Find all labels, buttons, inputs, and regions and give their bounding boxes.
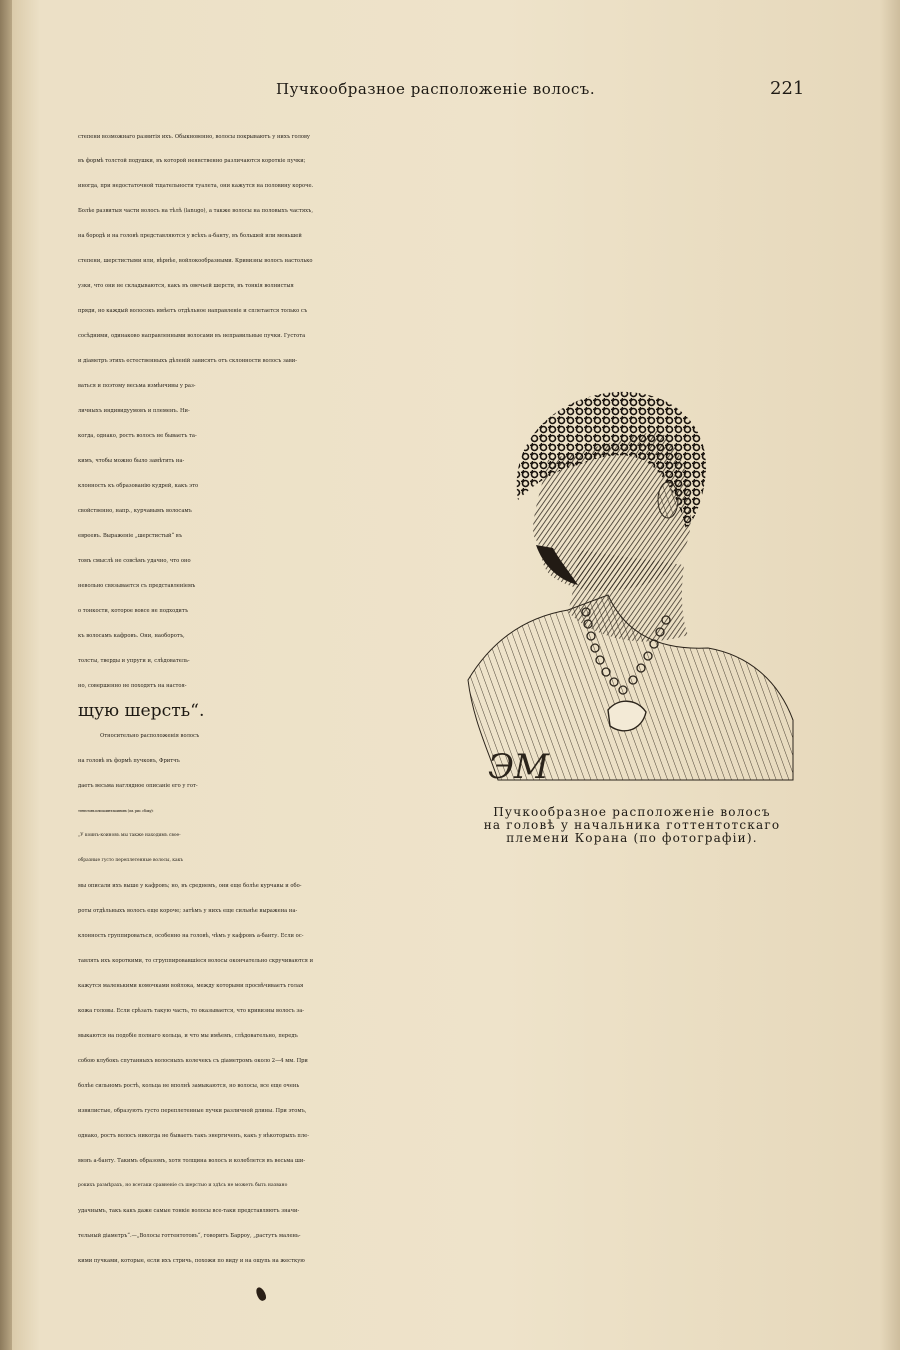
text-line: когда, однако, ростъ волосъ не бываетъ та- xyxy=(78,433,197,439)
text-line: тельный діаметръ“.—„Волосы готтентотовъ“, говоритъ Барроу, „растутъ малень- xyxy=(78,1233,301,1239)
text-line: сосѣдними, одинаково направленными волосами въ неправильные пучки. Густота xyxy=(78,333,306,339)
text-line: кажутся маленькими комочками войлока, между которыми просвѣчиваетъ голая xyxy=(78,983,304,989)
text-line: болѣе сильномъ ростѣ, кольца не вполнѣ замыкаются, но волосы, все еще очень xyxy=(78,1083,300,1089)
text-line: менъ а-банту. Такимъ образомъ, хотя толщина волосъ и колеблется въ весьма ши- xyxy=(78,1158,306,1164)
running-head: Пучкообразное расположеніе волосъ. xyxy=(276,80,596,98)
portrait-engraving xyxy=(458,380,798,805)
text-line: на головѣ въ формѣ пучковъ, Фритчъ xyxy=(78,758,180,764)
text-line: къ волосамъ кафровъ. Они, наоборотъ, xyxy=(78,633,185,639)
text-line: однако, ростъ волосъ никогда не бываетъ такъ энергиченъ, какъ у нѣкоторыхъ пле- xyxy=(78,1133,309,1139)
text-line: собою клубокъ спутанныхъ волосныхъ колечекъ съ діаметромъ около 2—4 мм. При xyxy=(78,1058,308,1064)
text-line: евреевъ. Выраженіе „шерстистый“ въ xyxy=(78,533,183,539)
caption-line: Пучкообразное расположеніе волосъ xyxy=(493,805,771,819)
text-line: роты отдѣльныхъ волосъ еще короче; затѣмъ у нихъ еще сильнѣе выражена на- xyxy=(78,908,298,914)
text-line: кимъ, чтобы можно было замѣтить на- xyxy=(78,458,185,464)
text-line: степени возможнаго развитія ихъ. Обыкновенно, волосы покрываютъ у нихъ голову xyxy=(78,134,310,140)
text-line: мыкаются на подобіе полнаго кольца, и что мы имѣемъ, слѣдовательно, передъ xyxy=(78,1033,298,1039)
text-line: тавлять ихъ короткими, то сгруппировавшіеся волосы окончательно скручиваются и xyxy=(78,958,314,964)
text-line: щую шерсть“. xyxy=(78,701,205,721)
text-line: ваться и поэтому весьма измѣнчивы у раз- xyxy=(78,383,196,389)
text-line: кими пучками, которые, если ихъ стричь, похожи по виду и на ощупь на жесткую xyxy=(78,1258,305,1264)
figure-caption xyxy=(462,806,802,845)
engraving-figure xyxy=(458,380,798,805)
text-line: образные густо переплетенные волосы, какъ xyxy=(78,858,184,863)
text-line: степени, шерстистыми или, вѣрнѣе, войлокообразными. Кривизны волосъ настолько xyxy=(78,258,313,264)
text-line: но, совершенно не походятъ на настоя- xyxy=(78,683,187,689)
caption-line: племени Корана (по фотографіи). xyxy=(506,831,758,845)
text-line: толсты, тверды и упруги и, слѣдователь- xyxy=(78,658,190,664)
page-binding-edge xyxy=(0,0,12,1350)
text-line: рокихъ размѣрахъ, но всетаки сравненіе съ шерстью и здѣсь не можетъ быть названо xyxy=(78,1183,288,1188)
text-line: клонность къ образованію кудрей, какъ это xyxy=(78,483,199,489)
engraver-monogram: ЭМ xyxy=(488,747,549,787)
text-line: въ формѣ толстой подушки, въ которой неявственно различаются короткіе пучки; xyxy=(78,158,306,164)
ink-blot xyxy=(254,1286,267,1302)
text-line: Относительно расположенія волосъ xyxy=(100,733,200,739)
text-line: клонность группироваться, особенно на головѣ, чѣмъ у кафровъ а-банту. Если ос- xyxy=(78,933,304,939)
text-line: невольно связывается съ представленіемъ xyxy=(78,583,196,589)
text-line: удачнымъ, такъ какъ даже самые тонкіе волосы все-таки представляютъ значи- xyxy=(78,1208,300,1214)
text-line: на бородѣ и на головѣ представляются у всѣхъ а-банту, въ большей или меньшей xyxy=(78,233,302,239)
text-line: Болѣе развитыя части волосъ на тѣлѣ (lanugo), а также волосы на половыхъ частяхъ, xyxy=(78,208,313,214)
text-line: узки, что они не складываются, какъ въ овечьей шерсти, въ тонкія волнистыя xyxy=(78,283,294,289)
text-line: личныхъ индивидуумовъ и племенъ. Ни- xyxy=(78,408,190,414)
text-line: кожа головы. Если срѣзать такую часть, то оказывается, что кривизны волосъ за- xyxy=(78,1008,305,1014)
text-line: иногда, при недостаточной тщательности туалета, они кажутся на половину короче. xyxy=(78,183,314,189)
text-line: „У коинъ-коиновъ мы также находимъ свое- xyxy=(78,833,181,838)
text-line: тентотовъ или коинъ-коиновъ (см. рис. сбоку): xyxy=(78,809,154,813)
text-line: пряди, но каждый волосокъ имѣетъ отдѣльное направленіе и сплетается только съ xyxy=(78,308,308,314)
text-line: даетъ весьма наглядное описаніе его у гот- xyxy=(78,783,198,789)
caption-line: на головѣ у начальника готтентотскаго xyxy=(483,818,781,832)
page-number: 221 xyxy=(770,78,805,99)
text-line: свойственно, напр., курчавымъ волосамъ xyxy=(78,508,192,514)
text-line: и діаметръ этихъ естественныхъ дѣленій зависятъ отъ склонности волосъ зави- xyxy=(78,358,298,364)
text-line: извилистые, образуютъ густо переплетенные пучки различной длины. При этомъ, xyxy=(78,1108,307,1114)
text-line: томъ смыслѣ не совсѣмъ удачно, что оно xyxy=(78,558,191,564)
text-line: мы описали ихъ выше у кафровъ; но, въ среднемъ, они еще болѣе курчавы и обо- xyxy=(78,883,302,889)
text-line: о тонкости, которое вовсе не подходитъ xyxy=(78,608,189,614)
